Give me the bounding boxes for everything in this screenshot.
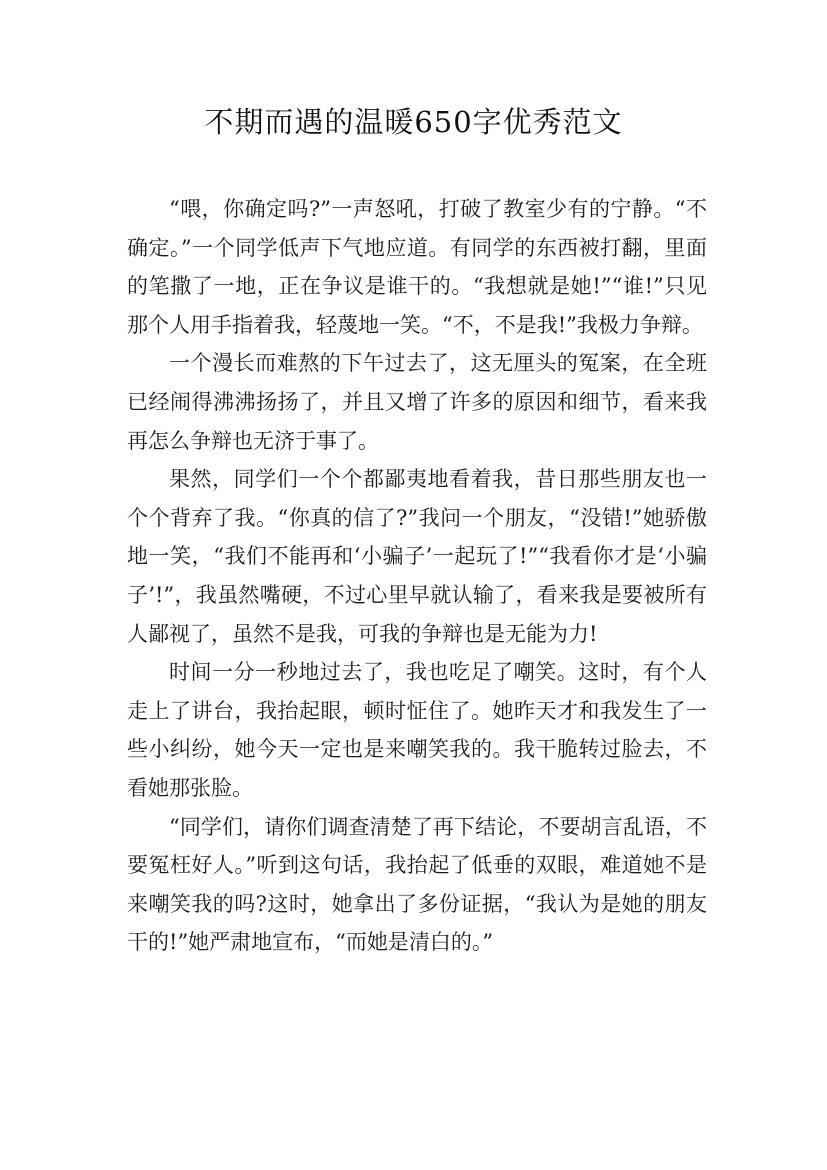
paragraph-3: 果然，同学们一个个都鄙夷地看着我，昔日那些朋友也一个个背弃了我。“你真的信了?”我问一个朋友，“没错!”她骄傲地一笑，“我们不能再和‘小骗子’一起玩了!”“我看你才是‘小骗子’!”，我虽然嘴硬，不过心里早就认输了，看来我是要被所有人鄙视了，虽然不是我，可我的争辩也是无能为力! [127, 467, 707, 646]
paragraph-5: “同学们，请你们调查清楚了再下结论，不要胡言乱语，不要冤枉好人。”听到这句话，我抬起了低垂的双眼，难道她不是来嘲笑我的吗?这时，她拿出了多份证据，“我认为是她的朋友干的!”她严肃地宣布，“而她是清白的。” [127, 814, 707, 955]
paragraph-2: 一个漫长而难熬的下午过去了，这无厘头的冤案，在全班已经闹得沸沸扬扬了，并且又增了许多的原因和细节，看来我再怎么争辩也无济于事了。 [127, 351, 707, 453]
paragraph-4: 时间一分一秒地过去了，我也吃足了嘲笑。这时，有个人走上了讲台，我抬起眼，顿时怔住了。她昨天才和我发生了一些小纠纷，她今天一定也是来嘲笑我的。我干脆转过脸去，不看她那张脸。 [127, 660, 707, 800]
document-title: 不期而遇的温暖650字优秀范文 [204, 105, 623, 139]
document-body [127, 190, 707, 962]
paragraph-1: “喂，你确定吗?”一声怒吼，打破了教室少有的宁静。“不确定。”一个同学低声下气地应道。有同学的东西被打翻，里面的笔撒了一地，正在争议是谁干的。“我想就是她!”“谁!”只见那个人用手指着我，轻蔑地一笑。“不，不是我!”我极力争辩。 [127, 197, 707, 337]
